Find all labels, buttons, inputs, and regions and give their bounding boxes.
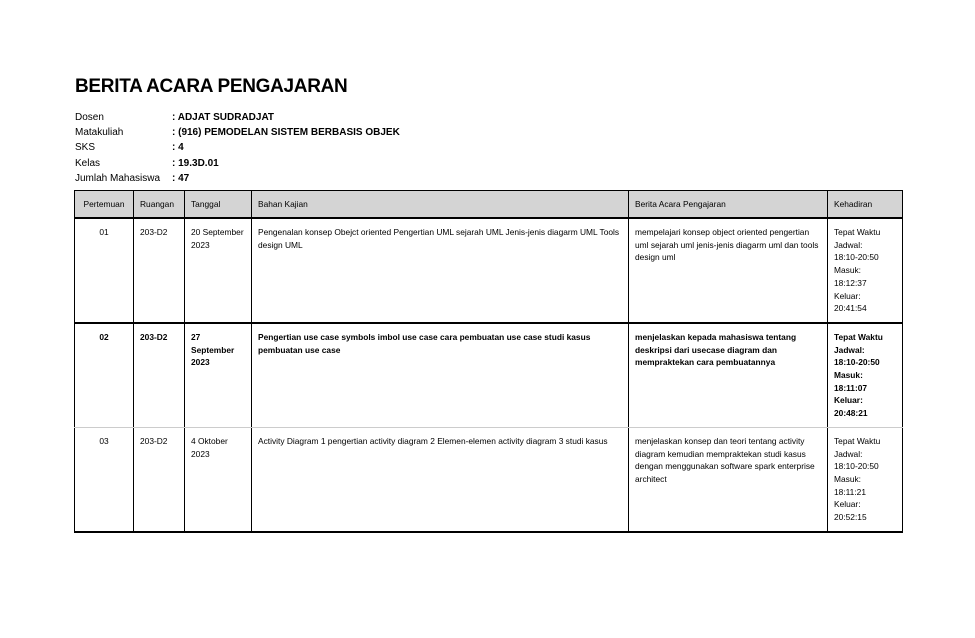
kehadiran-keluar-value: 20:48:21 xyxy=(834,408,868,419)
info-value: : ADJAT SUDRADJAT xyxy=(172,112,275,123)
table-row xyxy=(75,218,903,323)
cell-pertemuan: 01 xyxy=(75,218,134,323)
cell-tanggal: 4 Oktober 2023 xyxy=(185,427,252,531)
header-ruangan: Ruangan xyxy=(134,191,185,219)
header-pertemuan: Pertemuan xyxy=(75,191,134,219)
table-header-row xyxy=(75,191,903,219)
kehadiran-status: Tepat Waktu xyxy=(834,227,881,237)
kehadiran-jadwal-value: 18:10-20:50 xyxy=(834,461,879,472)
kehadiran-keluar-value: 20:52:15 xyxy=(834,512,867,523)
kehadiran-keluar-label: Keluar: xyxy=(834,499,861,510)
info-value: : (916) PEMODELAN SISTEM BERBASIS OBJEK xyxy=(172,127,400,139)
table-row xyxy=(75,323,903,427)
cell-berita-acara: menjelaskan konsep dan teori tentang activity diagram kemudian mempraktekan studi kasus dengan menggunakan software spark enterprise architect xyxy=(629,427,828,531)
info-value: : 4 xyxy=(172,142,184,154)
header-kehadiran: Kehadiran xyxy=(828,191,903,219)
cell-ruangan: 203-D2 xyxy=(134,218,185,323)
cell-kehadiran xyxy=(828,427,903,531)
cell-berita-acara: menjelaskan kepada mahasiswa tentang deskripsi dari usecase diagram dan mempraktekan cara pembuatannya xyxy=(629,323,828,427)
info-label: Jumlah Mahasiswa xyxy=(75,172,161,184)
info-label: Dosen xyxy=(75,112,104,123)
kehadiran-jadwal-value: 18:10-20:50 xyxy=(834,357,880,368)
kehadiran-jadwal-label: Jadwal: xyxy=(834,344,865,355)
info-label: SKS xyxy=(75,142,96,154)
kehadiran-masuk-value: 18:11:07 xyxy=(834,382,868,393)
cell-ruangan: 203-D2 xyxy=(134,427,185,531)
info-row-dosen xyxy=(75,110,400,125)
kehadiran-masuk-label: Masuk: xyxy=(834,473,861,484)
kehadiran-keluar-label: Keluar: xyxy=(834,395,863,406)
cell-kehadiran xyxy=(828,218,903,323)
kehadiran-status: Tepat Waktu xyxy=(834,331,883,342)
info-value: : 19.3D.01 xyxy=(172,157,219,169)
kehadiran-status: Tepat Waktu xyxy=(834,435,881,446)
info-row-sks xyxy=(75,140,400,155)
info-label: Kelas xyxy=(75,157,101,169)
page-title: BERITA ACARA PENGAJARAN xyxy=(75,76,348,97)
kehadiran-jadwal-label: Jadwal: xyxy=(834,239,863,250)
info-row-kelas xyxy=(75,156,400,171)
cell-tanggal: 20 September 2023 xyxy=(185,218,252,323)
kehadiran-jadwal-label: Jadwal: xyxy=(834,448,863,459)
cell-bahan-kajian: Pengertian use case symbols imbol use case cara pembuatan use case studi kasus pembuatan use case xyxy=(252,323,629,427)
info-label: Matakuliah xyxy=(75,127,124,139)
cell-pertemuan: 03 xyxy=(75,427,134,531)
attendance-table xyxy=(74,190,903,533)
info-value: : 47 xyxy=(172,172,190,184)
header-tanggal: Tanggal xyxy=(185,191,252,219)
header-bahan-kajian: Bahan Kajian xyxy=(252,191,629,219)
kehadiran-keluar-value: 20:41:54 xyxy=(834,303,867,314)
kehadiran-masuk-label: Masuk: xyxy=(834,370,863,381)
kehadiran-masuk-value: 18:12:37 xyxy=(834,277,867,288)
cell-kehadiran xyxy=(828,323,903,427)
cell-berita-acara: mempelajari konsep object oriented pengertian uml sejarah uml jenis-jenis diagarm uml dan tools design uml xyxy=(629,218,828,323)
kehadiran-masuk-label: Masuk: xyxy=(834,265,861,276)
cell-pertemuan: 02 xyxy=(75,323,134,427)
table-row xyxy=(75,427,903,531)
cell-ruangan: 203-D2 xyxy=(134,323,185,427)
info-row-jumlah-mahasiswa xyxy=(75,171,400,186)
header-berita-acara: Berita Acara Pengajaran xyxy=(629,191,828,219)
kehadiran-jadwal-value: 18:10-20:50 xyxy=(834,252,879,263)
cell-tanggal: 27 September 2023 xyxy=(185,323,252,427)
kehadiran-keluar-label: Keluar: xyxy=(834,290,861,301)
info-block xyxy=(75,110,400,186)
info-row-matakuliah xyxy=(75,125,400,140)
cell-bahan-kajian: Pengenalan konsep Obejct oriented Pengertian UML sejarah UML Jenis-jenis diagarm UML Tools design UML xyxy=(252,218,629,323)
kehadiran-masuk-value: 18:11:21 xyxy=(834,486,866,497)
cell-bahan-kajian: Activity Diagram 1 pengertian activity diagram 2 Elemen-elemen activity diagram 3 studi kasus xyxy=(252,427,629,531)
